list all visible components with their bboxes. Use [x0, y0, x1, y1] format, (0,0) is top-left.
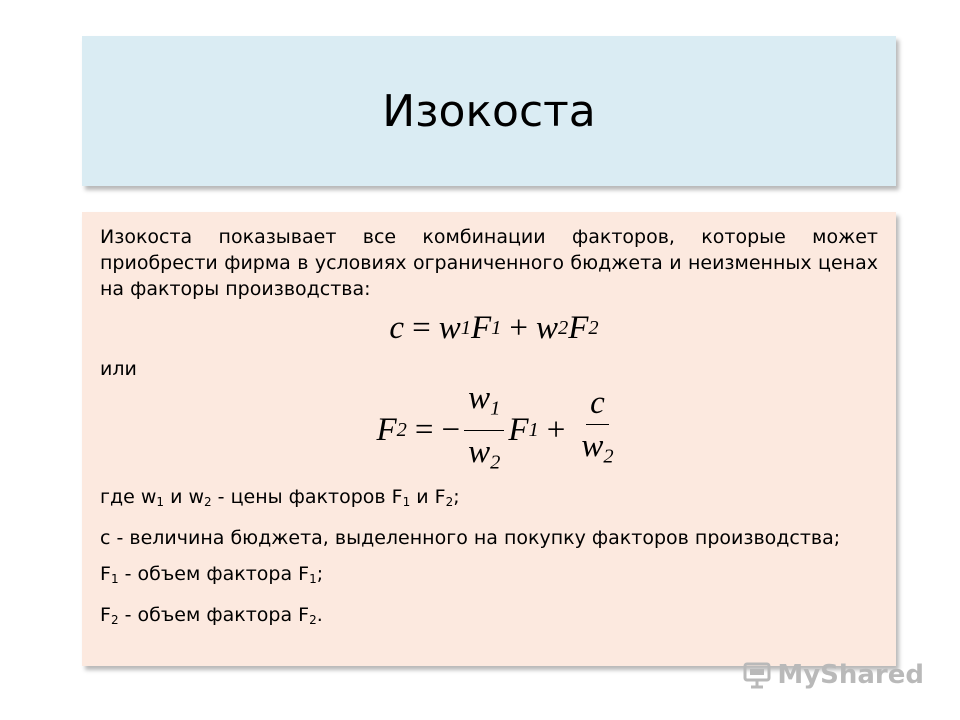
- equals-sign: =: [412, 310, 431, 346]
- var-F: F: [470, 310, 492, 346]
- text: - цены факторов F: [211, 486, 403, 508]
- text: ;: [453, 486, 460, 508]
- budget-definition: с - величина бюджета, выделенного на покупку факторов производства;: [100, 527, 841, 549]
- var-F: F: [508, 412, 529, 448]
- presentation-icon: [743, 661, 773, 689]
- subscript: 1: [491, 317, 502, 339]
- subscript: 1: [528, 419, 539, 441]
- intro-paragraph: Изокоста показывает все комбинации факторов, которые может приобрести фирма в условиях ограниченного бюджета и неизменных ценах на факторы производства:: [100, 226, 878, 300]
- text: где w: [100, 486, 157, 508]
- subscript: 1: [156, 495, 165, 509]
- text: ;: [316, 563, 324, 585]
- subscript: 2: [603, 445, 614, 468]
- watermark-text: MyShared: [777, 660, 924, 690]
- subscript: 1: [402, 495, 411, 509]
- equals-sign: =: [414, 412, 434, 448]
- content-panel: [82, 212, 896, 666]
- subscript: 2: [490, 451, 501, 474]
- var-F: F: [568, 310, 589, 346]
- var-w: w: [581, 428, 604, 465]
- subscript: 2: [445, 495, 454, 509]
- minus-sign: −: [441, 412, 461, 448]
- text: F: [100, 563, 111, 585]
- price-ratio-fraction: [464, 379, 504, 481]
- subscript: 2: [396, 419, 407, 441]
- isocost-equation: [120, 379, 878, 478]
- fraction-numerator: [586, 384, 609, 425]
- subscript: 1: [309, 572, 317, 586]
- fraction-denominator: [577, 425, 617, 476]
- plus-sign: +: [546, 412, 566, 448]
- subscript: 2: [557, 317, 569, 339]
- text: - объем фактора F: [118, 604, 310, 626]
- text: F: [100, 604, 111, 626]
- budget-equation: [110, 304, 878, 352]
- myshared-watermark: [743, 660, 924, 690]
- var-c: c: [590, 385, 605, 422]
- text: и w: [164, 486, 204, 508]
- text: - объем фактора F: [118, 563, 310, 585]
- f1-definition: [100, 561, 878, 592]
- subscript: 1: [490, 397, 501, 420]
- var-w: w: [468, 379, 491, 416]
- or-label: или: [100, 358, 137, 380]
- plus-sign: +: [509, 310, 528, 346]
- var-c: c: [389, 310, 405, 346]
- var-w: w: [535, 310, 558, 346]
- text: .: [316, 604, 323, 626]
- slide-title: Изокоста: [382, 85, 596, 137]
- subscript: 2: [588, 317, 599, 339]
- subscript: 2: [204, 495, 212, 509]
- subscript: 1: [460, 317, 471, 339]
- text: и F: [410, 486, 446, 508]
- var-F: F: [376, 412, 397, 448]
- subscript: 1: [110, 572, 119, 586]
- fraction-numerator: [464, 379, 504, 431]
- where-definition: [100, 484, 878, 515]
- fraction-denominator: [464, 431, 504, 482]
- var-w: w: [468, 433, 491, 470]
- title-banner: [82, 36, 896, 186]
- subscript: 2: [110, 613, 119, 627]
- subscript: 2: [309, 613, 317, 627]
- f2-definition: [100, 602, 878, 633]
- var-w: w: [438, 310, 461, 346]
- intercept-fraction: [577, 384, 617, 476]
